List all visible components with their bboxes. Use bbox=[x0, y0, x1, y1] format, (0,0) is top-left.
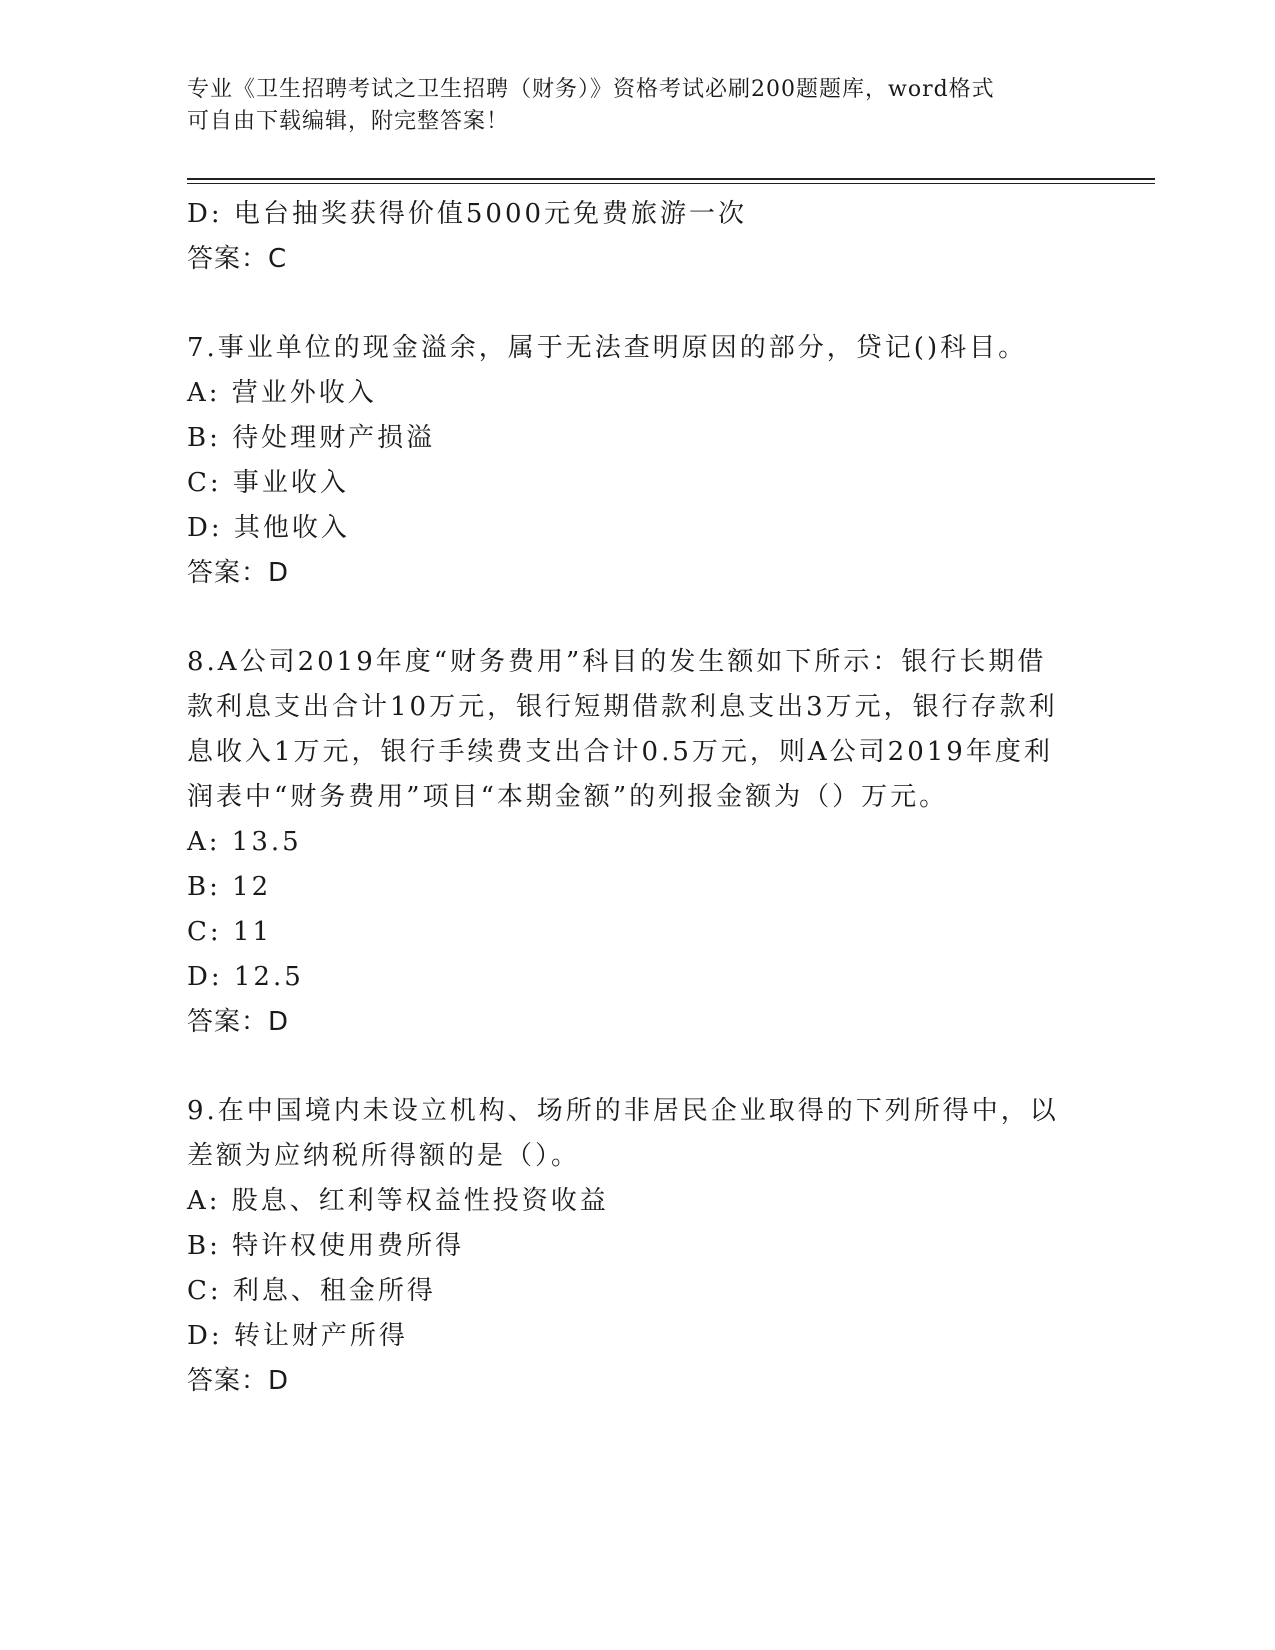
option-b: B: 特许权使用费所得 bbox=[187, 1231, 465, 1261]
header-line-1: 专业《卫生招聘考试之卫生招聘（财务）》资格考试必刷200题题库，word格式 bbox=[187, 77, 995, 102]
stem-line: 7.事业单位的现金溢余，属于无法查明原因的部分，贷记()科目。 bbox=[187, 333, 1028, 363]
stem-line: 息收入1万元，银行手续费支出合计0.5万元，则A公司2019年度利 bbox=[187, 737, 1053, 767]
header-rule-thick bbox=[187, 178, 1155, 180]
question-stem bbox=[187, 1089, 1087, 1179]
header-line-2: 可自由下载编辑，附完整答案！ bbox=[187, 109, 510, 134]
question-8 bbox=[187, 640, 1087, 1045]
answer-line: 答案：D bbox=[187, 1366, 290, 1396]
option-b: B: 待处理财产损溢 bbox=[187, 423, 436, 453]
option-b: B: 12 bbox=[187, 872, 272, 902]
option-d: D: 电台抽奖获得价值5000元免费旅游一次 bbox=[187, 199, 748, 229]
option-d: D: 12.5 bbox=[187, 962, 304, 992]
option-c: C: 利息、租金所得 bbox=[187, 1276, 436, 1306]
stem-line: 润表中“财务费用”项目“本期金额”的列报金额为（）万元。 bbox=[187, 782, 949, 812]
option-d: D: 其他收入 bbox=[187, 513, 350, 543]
answer-line: 答案：D bbox=[187, 1007, 290, 1037]
question-stem bbox=[187, 640, 1087, 820]
header-rule-thin bbox=[187, 183, 1155, 184]
option-c: C: 事业收入 bbox=[187, 468, 349, 498]
question-stem bbox=[187, 326, 1087, 371]
answer-line: 答案：D bbox=[187, 558, 290, 588]
stem-line: 款利息支出合计10万元，银行短期借款利息支出3万元，银行存款利 bbox=[187, 692, 1058, 722]
answer-line: 答案：C bbox=[187, 244, 288, 274]
question-list bbox=[187, 192, 1087, 1404]
stem-line: 9.在中国境内未设立机构、场所的非居民企业取得的下列所得中，以 bbox=[187, 1096, 1059, 1126]
option-d: D: 转让财产所得 bbox=[187, 1321, 408, 1351]
question-9 bbox=[187, 1089, 1087, 1404]
document-header bbox=[187, 74, 1067, 138]
stem-line: 8.A公司2019年度“财务费用”科目的发生额如下所示：银行长期借 bbox=[187, 647, 1047, 677]
option-a: A: 13.5 bbox=[187, 827, 302, 857]
option-c: C: 11 bbox=[187, 917, 273, 947]
option-a: A: 营业外收入 bbox=[187, 378, 377, 408]
option-a: A: 股息、红利等权益性投资收益 bbox=[187, 1186, 609, 1216]
stem-line: 差额为应纳税所得额的是（）。 bbox=[187, 1141, 581, 1171]
question-7 bbox=[187, 326, 1087, 596]
